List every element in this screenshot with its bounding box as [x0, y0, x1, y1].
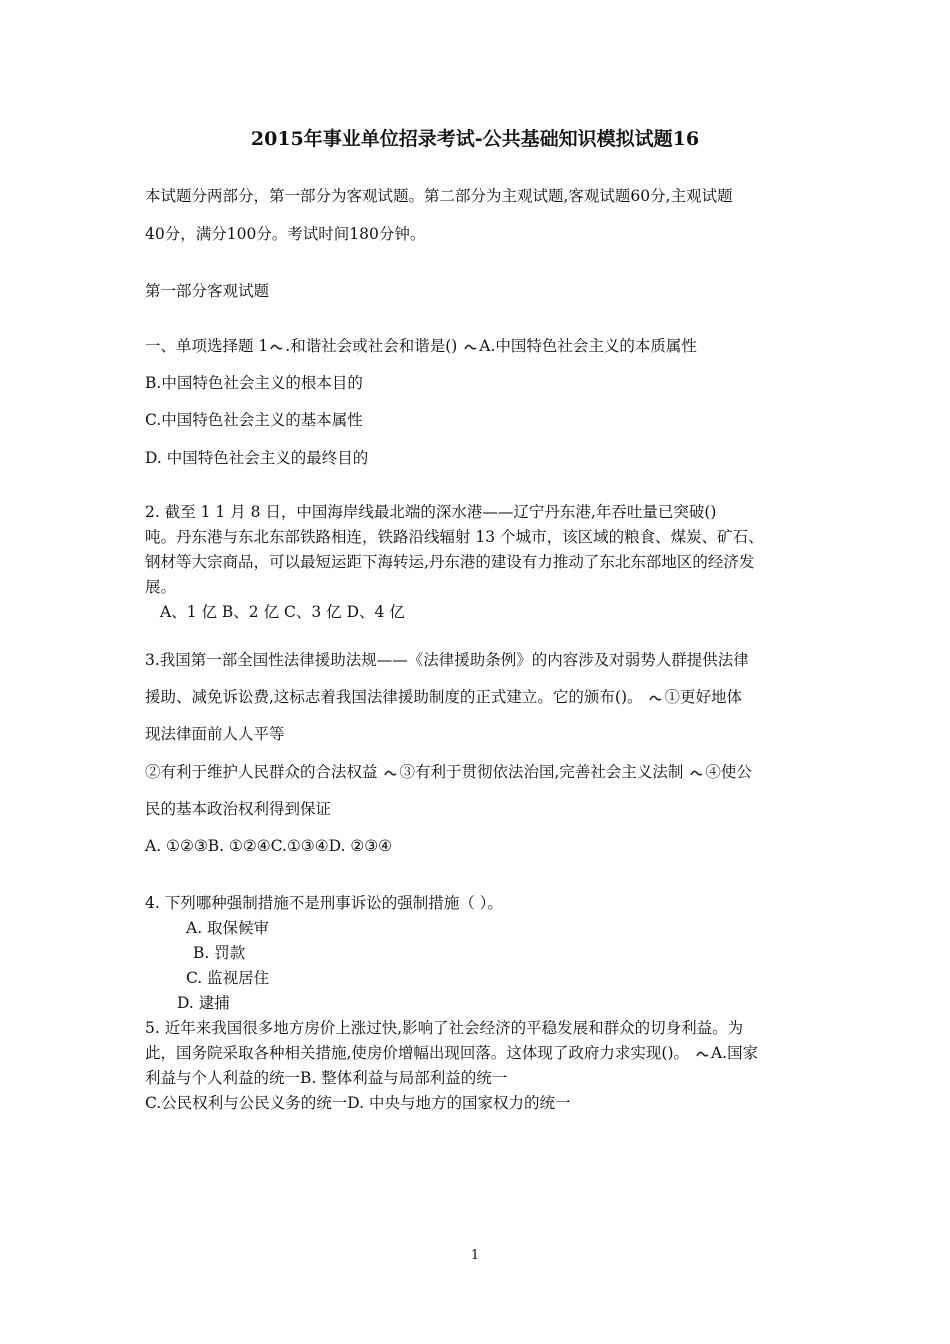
q3-line-5: 民的基本政治权利得到保证: [145, 800, 332, 818]
list-marker-icon: [270, 343, 283, 351]
q2-options: A、1 亿 B、2 亿 C、3 亿 D、4 亿: [160, 603, 405, 621]
q3-line-4c: ④使公: [705, 763, 752, 781]
q4-option-b: B. 罚款: [193, 944, 246, 962]
list-marker-icon: [690, 769, 703, 777]
q3-line-3: 现法律面前人人平等: [145, 725, 285, 743]
q5-line-1: 5. 近年来我国很多地方房价上涨过快,影响了社会经济的平稳发展和群众的切身利益。为: [145, 1019, 744, 1037]
document-title: 2015年事业单位招录考试-公共基础知识模拟试题16: [250, 128, 700, 150]
q3-line-2a: 援助、减免诉讼费,这标志着我国法律援助制度的正式建立。它的颁布()。: [145, 688, 643, 706]
q5-line-3: 利益与个人利益的统一B. 整体利益与局部利益的统一: [145, 1069, 508, 1087]
q4-option-c: C. 监视居住: [186, 969, 270, 987]
q3-options: A. ①②③B. ①②④C.①③④D. ②③④: [145, 837, 393, 855]
q4-option-d: D. 逮捕: [177, 994, 230, 1012]
q1-part-a: 一、单项选择题 1: [145, 337, 269, 355]
q4-option-a: A. 取保候审: [186, 919, 270, 937]
q3-line-4: [145, 762, 752, 782]
q1-option-b: B.中国特色社会主义的根本目的: [145, 374, 363, 392]
q3-line-2b: ①更好地体: [664, 688, 742, 706]
list-marker-icon: [649, 694, 662, 702]
q5-line-2a: 此，国务院采取各种相关措施,使房价增幅出现回落。这体现了政府力求实现()。: [145, 1044, 690, 1062]
q3-line-4a: ②有利于维护人民群众的合法权益: [145, 763, 378, 781]
q2-line-1: 2. 截至 1 1 月 8 日，中国海岸线最北端的深水港——辽宁丹东港,年吞吐量已突破(): [145, 503, 717, 521]
q5-line-4: C.公民权利与公民义务的统一D. 中央与地方的国家权力的统一: [145, 1094, 571, 1112]
q1-part-b: .和谐社会或社会和谐是(): [285, 337, 458, 355]
q1-option-d: D. 中国特色社会主义的最终目的: [145, 449, 369, 467]
list-marker-icon: [696, 1050, 709, 1058]
q1-option-c: C.中国特色社会主义的基本属性: [145, 411, 363, 429]
list-marker-icon: [464, 343, 477, 351]
q5-line-2b: A.国家: [710, 1044, 759, 1062]
q2-line-3: 钢材等大宗商品，可以最短运距下海转运,丹东港的建设有力推动了东北东部地区的经济发: [145, 553, 755, 571]
q5-line-2: [145, 1043, 758, 1063]
list-marker-icon: [384, 769, 397, 777]
q2-line-4: 展。: [145, 578, 177, 596]
q4-stem: 4. 下列哪种强制措施不是刑事诉讼的强制措施（ ）。: [145, 894, 503, 912]
intro-line-1: 本试题分两部分，第一部分为客观试题。第二部分为主观试题,客观试题60分,主观试题: [145, 187, 733, 205]
q3-line-2: [145, 687, 742, 707]
q3-line-4b: ③有利于贯彻依法治国,完善社会主义法制: [399, 763, 684, 781]
q1-part-c: A.中国特色社会主义的本质属性: [479, 337, 697, 355]
question-1-stem: [145, 336, 697, 356]
intro-line-2: 40分，满分100分。考试时间180分钟。: [145, 225, 426, 243]
q2-line-2: 吨。丹东港与东北东部铁路相连，铁路沿线辐射 13 个城市，该区域的粮食、煤炭、矿石、: [145, 528, 764, 546]
section-heading: 第一部分客观试题: [145, 282, 270, 300]
page-number: 1: [470, 1248, 480, 1263]
q3-line-1: 3.我国第一部全国性法律援助法规——《法律援助条例》的内容涉及对弱势人群提供法律: [145, 651, 749, 669]
